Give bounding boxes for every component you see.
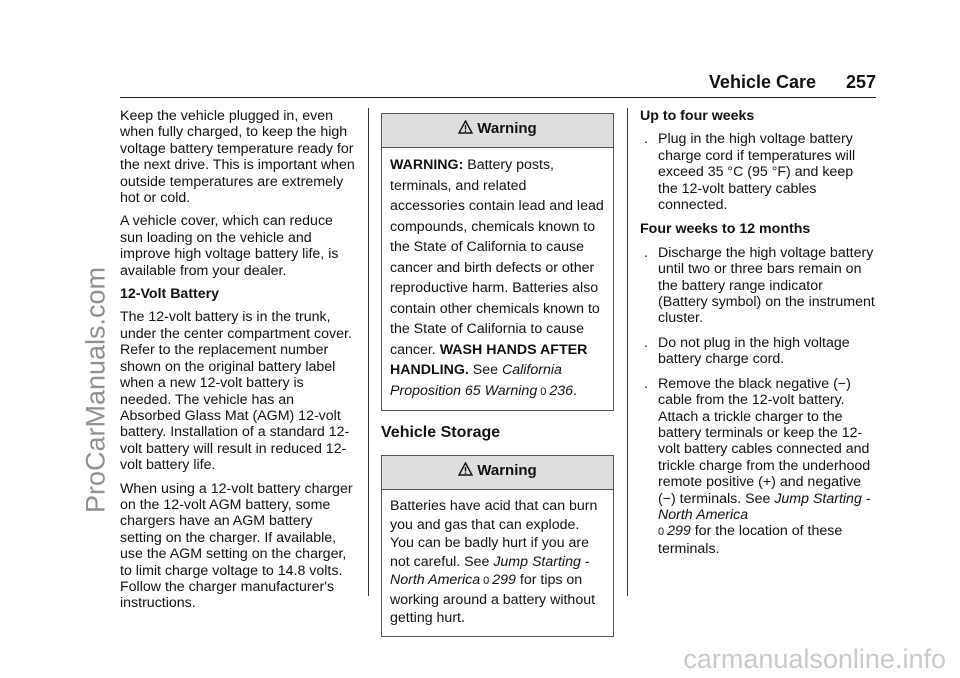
warning-box-prop65 [381, 113, 614, 411]
list-item [640, 131, 876, 213]
list-item-text: Remove the black negative (−) cable from the 12-volt battery. Attach a trickle charger to the battery terminals or keep the 12-volt battery cables connected and trickle charge from the underhood remote positive (+) and negative (−) terminals. See [658, 375, 871, 507]
bottom-watermark: carmanualsonline.info [683, 644, 946, 674]
list-item-end: for the location of these terminals. [658, 523, 843, 557]
warning-header [382, 456, 613, 490]
column-left [120, 108, 356, 619]
column-right [640, 108, 876, 565]
warning-title: Warning [477, 462, 537, 480]
column-divider-right [627, 108, 628, 596]
xref-jump-starting[interactable]: Jump Starting - North America [658, 490, 871, 523]
wash-hands-notice: WASH HANDS AFTER HANDLING. [390, 341, 588, 378]
list-item [640, 335, 876, 368]
list-item [640, 245, 876, 327]
column-divider-left [368, 108, 369, 596]
warning-end: for tips on working around a battery without getting hurt. [390, 572, 596, 627]
list-item-text: Discharge the high voltage battery until two or three bars remain on the battery range indicator (Battery symbol) on the instrument cluster. [658, 244, 875, 327]
xref-page[interactable]: 236 [549, 382, 574, 399]
subheading-12-volt-battery: 12-Volt Battery [120, 286, 220, 303]
warning-text: Battery posts, terminals, and related accessories contain lead and lead compounds, chemicals known to the State of California to cause cancer and birth defects or other reproductive harm. Batteries also contain other chemicals known to the State of California to cause cancer. [390, 157, 604, 358]
bullet: . [644, 244, 648, 261]
warning-triangle-icon [458, 462, 473, 481]
xref-arrow-icon: 0 [658, 526, 665, 539]
bullet: . [644, 375, 648, 392]
bullet: . [644, 334, 648, 351]
xref-arrow-icon: 0 [540, 385, 547, 398]
warning-box-battery-acid [381, 455, 614, 637]
warning-end: . [573, 382, 577, 399]
subheading-four-weeks-to-12-months: Four weeks to 12 months [640, 221, 811, 238]
list-item-text: Plug in the high voltage battery charge cord if temperatures will exceed 35 °C (95 °F) and keep the 12-volt battery cables connected. [658, 131, 856, 214]
xref-page[interactable]: 299 [492, 572, 516, 589]
header-rule [120, 97, 876, 98]
xref-page[interactable]: 299 [667, 523, 691, 540]
xref-jump-starting[interactable]: Jump Starting - North America [390, 553, 590, 589]
paragraph-vehicle-cover: A vehicle cover, which can reduce sun loading on the vehicle and improve high voltage battery life, is available from your dealer. [120, 213, 339, 279]
bullet-list [640, 131, 876, 213]
paragraph-battery-location: The 12-volt battery is in the trunk, under the center compartment cover. Refer to the replacement number shown on the original battery label when a new 12-volt battery is needed. The vehicle has an Absorbed Glass Mat (AGM) 12-volt battery. Installation of a standard 12-volt battery will result in reduced 12-volt battery life. [120, 309, 352, 474]
warning-body [382, 148, 613, 410]
xref-prop65[interactable]: California Proposition 65 Warning [390, 362, 562, 399]
list-item-text: Do not plug in the high voltage battery charge cord. [658, 334, 850, 368]
page-number: 257 [845, 72, 876, 92]
header-title: Vehicle Care [708, 72, 816, 92]
warning-title: Warning [477, 120, 537, 137]
column-middle [381, 113, 614, 645]
section-title-vehicle-storage: Vehicle Storage [381, 424, 501, 441]
warning-body [382, 490, 613, 636]
warning-text: Batteries have acid that can burn you and gas that can explode. You can be badly hurt if you are not careful. See [390, 498, 598, 570]
xref-arrow-icon: 0 [483, 575, 490, 588]
side-watermark: ProCarManuals.com [80, 266, 111, 514]
warning-triangle-icon [458, 120, 473, 139]
bullet: . [644, 131, 648, 148]
list-item [640, 376, 876, 557]
warning-lead: WARNING: [390, 157, 464, 173]
paragraph-battery-charger: When using a 12-volt battery charger on the 12-volt AGM battery, some chargers have an AGM battery setting on the charger. If available, use the AGM setting on the charger, to limit charge voltage to 14.8 volts. Follow the charger manufacturer's instructions. [120, 480, 353, 612]
paragraph-plugged-in: Keep the vehicle plugged in, even when fully charged, to keep the high voltage battery temperature ready for the next drive. This is important when outside temperatures are extremely hot or cold. [120, 108, 355, 207]
warning-header [382, 114, 613, 148]
subheading-up-to-four-weeks: Up to four weeks [640, 108, 755, 124]
see-text: See [468, 362, 502, 378]
bullet-list [640, 245, 876, 557]
